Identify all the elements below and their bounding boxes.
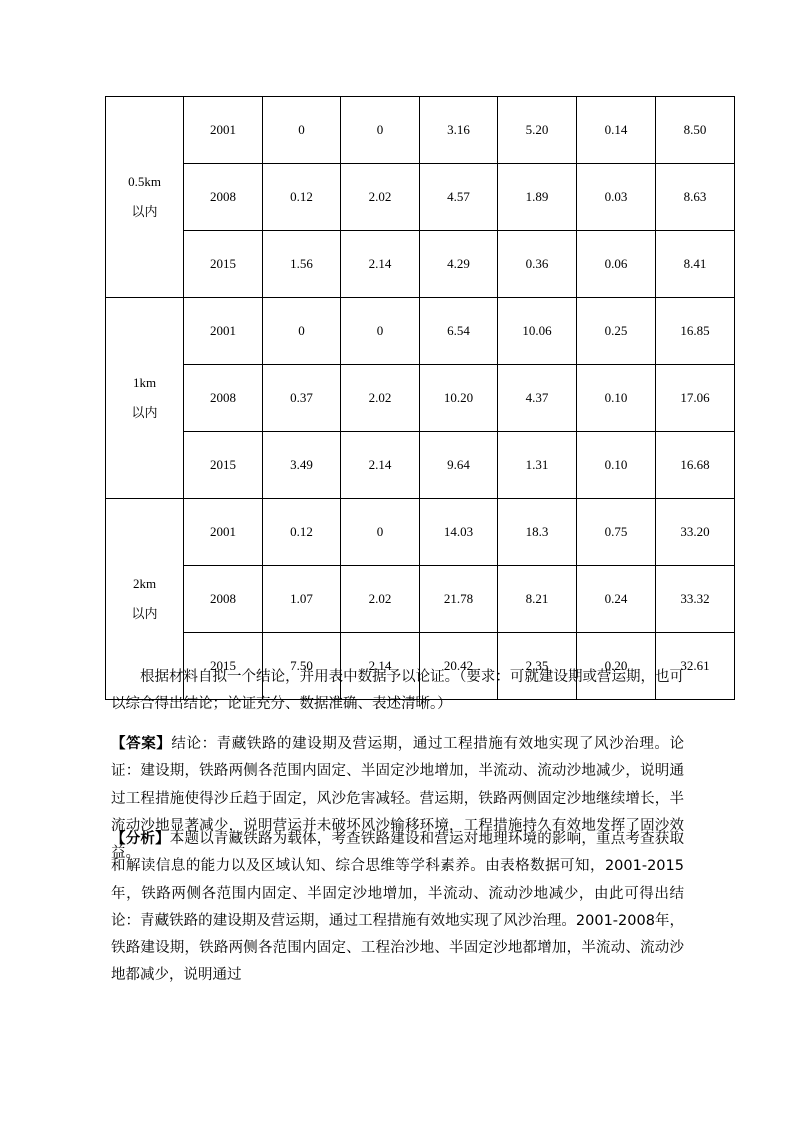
year-cell: 2008: [184, 566, 263, 633]
value-cell: 0.75: [577, 499, 656, 566]
value-cell: 33.20: [656, 499, 735, 566]
analysis-tag: 【分析】: [111, 831, 170, 847]
table-row: [106, 365, 735, 432]
value-cell: 2.35: [498, 633, 577, 700]
table-row: [106, 499, 735, 566]
value-cell: 3.49: [263, 432, 341, 499]
value-cell: 14.03: [420, 499, 498, 566]
value-cell: 8.63: [656, 164, 735, 231]
distance-label-suffix: 以内: [131, 204, 158, 219]
distance-label-suffix: 以内: [131, 606, 158, 621]
value-cell: 0.03: [577, 164, 656, 231]
distance-label: 1km: [132, 375, 157, 390]
table-row: [106, 566, 735, 633]
value-cell: 16.68: [656, 432, 735, 499]
distance-group-label: [106, 298, 184, 499]
value-cell: 8.41: [656, 231, 735, 298]
table-row: [106, 432, 735, 499]
table-body: [106, 97, 735, 700]
value-cell: 2.02: [341, 365, 420, 432]
value-cell: 8.21: [498, 566, 577, 633]
sand-land-table: [105, 96, 735, 700]
value-cell: 0.20: [577, 633, 656, 700]
value-cell: 16.85: [656, 298, 735, 365]
value-cell: 0.37: [263, 365, 341, 432]
value-cell: 18.3: [498, 499, 577, 566]
value-cell: 4.37: [498, 365, 577, 432]
value-cell: 0.10: [577, 432, 656, 499]
value-cell: 21.78: [420, 566, 498, 633]
year-cell: 2008: [184, 164, 263, 231]
value-cell: 0.12: [263, 164, 341, 231]
year-cell: 2015: [184, 432, 263, 499]
value-cell: 4.29: [420, 231, 498, 298]
value-cell: 0.10: [577, 365, 656, 432]
analysis-text: 本题以青藏铁路为载体，考查铁路建设和营运对地理环境的影响，重点考查获取和解读信息的能力以及区域认知、综合思维等学科素养。由表格数据可知，2001-2015年，铁路两侧各范围内固定、半固定沙地增加，半流动、流动沙地减少，由此可得出结论：青藏铁路的建设期及营运期，通过工程措施有效地实现了风沙治理。2001-2008年，铁路建设期，铁路两侧各范围内固定、工程治沙地、半固定沙地都增加，半流动、流动沙地都减少，说明通过: [111, 831, 685, 984]
distance-group-label: [106, 97, 184, 298]
value-cell: 20.42: [420, 633, 498, 700]
value-cell: 0: [341, 499, 420, 566]
analysis-paragraph: [111, 826, 684, 990]
value-cell: 3.16: [420, 97, 498, 164]
value-cell: 0: [263, 97, 341, 164]
value-cell: 4.57: [420, 164, 498, 231]
year-cell: 2001: [184, 499, 263, 566]
table-row: [106, 298, 735, 365]
year-cell: 2015: [184, 633, 263, 700]
value-cell: 5.20: [498, 97, 577, 164]
value-cell: 7.50: [263, 633, 341, 700]
answer-tag: 【答案】: [111, 736, 172, 752]
table-row: [106, 164, 735, 231]
value-cell: 9.64: [420, 432, 498, 499]
value-cell: 1.31: [498, 432, 577, 499]
value-cell: 6.54: [420, 298, 498, 365]
distance-label: 2km: [132, 576, 157, 591]
year-cell: 2015: [184, 231, 263, 298]
value-cell: 0.24: [577, 566, 656, 633]
value-cell: 0.25: [577, 298, 656, 365]
value-cell: 2.14: [341, 633, 420, 700]
value-cell: 0: [263, 298, 341, 365]
value-cell: 0.14: [577, 97, 656, 164]
question-text: 根据材料自拟一个结论，并用表中数据予以论证。（要求：可就建设期或营运期，也可以综合得出结论；论证充分、数据准确、表述清晰。）: [111, 669, 684, 713]
value-cell: 2.02: [341, 164, 420, 231]
distance-label: 0.5km: [128, 174, 161, 189]
distance-label-suffix: 以内: [131, 405, 158, 420]
value-cell: 0.36: [498, 231, 577, 298]
year-cell: 2001: [184, 298, 263, 365]
year-cell: 2001: [184, 97, 263, 164]
value-cell: 33.32: [656, 566, 735, 633]
value-cell: 0.06: [577, 231, 656, 298]
value-cell: 8.50: [656, 97, 735, 164]
value-cell: 10.20: [420, 365, 498, 432]
value-cell: 2.14: [341, 231, 420, 298]
value-cell: 1.56: [263, 231, 341, 298]
answer-text: 结论：青藏铁路的建设期及营运期，通过工程措施有效地实现了风沙治理。论证：建设期，铁路两侧各范围内固定、半固定沙地增加，半流动、流动沙地减少，说明通过工程措施使得沙丘趋于固定，风沙危害减轻。营运期，铁路两侧固定沙地继续增长，半流动沙地显著减少，说明营运并未破坏风沙输移环境，工程措施持久有效地发挥了固沙效益。: [111, 736, 685, 862]
table-row: [106, 231, 735, 298]
value-cell: 1.89: [498, 164, 577, 231]
value-cell: 0: [341, 97, 420, 164]
value-cell: 32.61: [656, 633, 735, 700]
value-cell: 10.06: [498, 298, 577, 365]
value-cell: 0.12: [263, 499, 341, 566]
year-cell: 2008: [184, 365, 263, 432]
value-cell: 1.07: [263, 566, 341, 633]
value-cell: 0: [341, 298, 420, 365]
table-row: [106, 97, 735, 164]
value-cell: 2.02: [341, 566, 420, 633]
value-cell: 2.14: [341, 432, 420, 499]
value-cell: 17.06: [656, 365, 735, 432]
